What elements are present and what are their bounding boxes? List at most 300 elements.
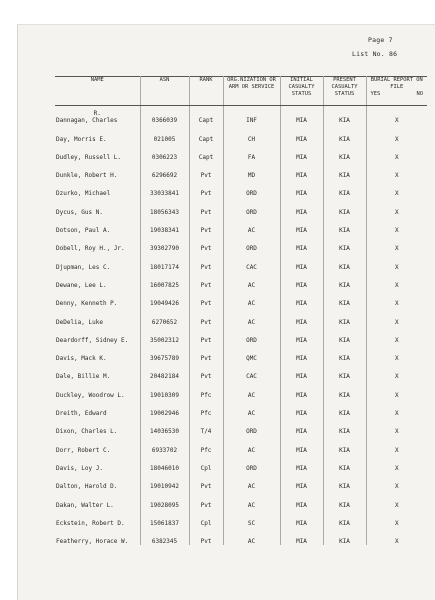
- asn-cell: [140, 307, 189, 325]
- table-row: [55, 399, 427, 417]
- organization-cell-text: AC: [247, 318, 256, 326]
- rank-cell-text: Cpl: [200, 519, 212, 527]
- rank-cell-text: Pfc: [200, 446, 212, 454]
- initial-status-cell: [280, 289, 323, 307]
- initial-status-cell-text: MIA: [296, 410, 307, 418]
- organization-cell-text: QMC: [246, 355, 257, 363]
- organization-cell: [223, 234, 280, 252]
- organization-cell-text: AC: [247, 410, 256, 418]
- name-cell-text: Dobell, Roy H., Jr.: [56, 245, 125, 253]
- table-row: [55, 252, 427, 270]
- present-status-cell: [323, 143, 366, 161]
- present-status-cell: [323, 399, 366, 417]
- asn-cell: [140, 344, 189, 362]
- asn-cell-text: 39302790: [150, 245, 179, 253]
- organization-cell-text: AC: [247, 281, 256, 289]
- initial-status-cell-text: MIA: [296, 446, 307, 454]
- organization-cell: [223, 362, 280, 380]
- present-status-cell: [323, 106, 366, 125]
- asn-cell: [140, 454, 189, 472]
- present-status-cell: [323, 326, 366, 344]
- asn-cell-text: 19010309: [150, 391, 179, 399]
- name-cell: [55, 307, 140, 325]
- asn-cell: [140, 271, 189, 289]
- initial-status-cell-text: MIA: [296, 355, 307, 363]
- rank-cell-text: Cpl: [200, 464, 212, 472]
- burial-no-cell: [366, 197, 427, 215]
- asn-cell-text: 0366039: [151, 117, 178, 125]
- rank-cell-text: Pvt: [200, 263, 212, 271]
- organization-cell: [223, 472, 280, 490]
- name-cell: [55, 435, 140, 453]
- asn-cell-text: 19038341: [150, 227, 179, 235]
- table-row: [55, 509, 427, 527]
- name-cell-text: Duckley, Woodrow L.: [56, 391, 125, 399]
- rank-cell: [189, 344, 223, 362]
- table-row: [55, 435, 427, 453]
- initial-status-cell: [280, 161, 323, 179]
- initial-status-cell-text: MIA: [296, 501, 307, 509]
- asn-cell: [140, 380, 189, 398]
- organization-cell-text: AC: [247, 501, 256, 509]
- burial-no-cell: [366, 490, 427, 508]
- name-cell-text: Dzurko, Michael: [56, 190, 111, 198]
- table-row: [55, 344, 427, 362]
- present-status-cell: [323, 472, 366, 490]
- header-burial-report: [366, 77, 427, 106]
- asn-cell-text: 33033841: [150, 190, 179, 198]
- rank-cell-text: Pvt: [200, 336, 212, 344]
- organization-cell-text: AC: [247, 483, 256, 491]
- initial-status-cell-text: MIA: [296, 208, 307, 216]
- organization-cell: [223, 454, 280, 472]
- organization-cell-text: AC: [247, 300, 256, 308]
- present-status-cell: [323, 344, 366, 362]
- header-present-status: PRESENT CASUALTY STATUS: [323, 77, 366, 106]
- initial-status-cell-text: MIA: [296, 135, 307, 143]
- asn-cell-text: 15061837: [150, 519, 179, 527]
- rank-cell: [189, 124, 223, 142]
- present-status-cell-text: KIA: [339, 227, 350, 235]
- organization-cell: [223, 271, 280, 289]
- burial-no-cell-text: X: [394, 190, 399, 198]
- initial-status-cell-text: MIA: [296, 318, 307, 326]
- organization-cell-text: AC: [247, 391, 256, 399]
- initial-status-cell-text: MIA: [296, 245, 307, 253]
- rank-cell: [189, 106, 223, 125]
- burial-no-cell: [366, 326, 427, 344]
- name-cell-text: Dewane, Lee L.: [56, 281, 107, 289]
- present-status-cell: [323, 380, 366, 398]
- name-cell-text: Dreith, Edward: [56, 410, 107, 418]
- initial-status-cell-text: MIA: [296, 538, 307, 546]
- initial-status-cell: [280, 344, 323, 362]
- present-status-cell-text: KIA: [339, 410, 350, 418]
- organization-cell-text: AC: [247, 446, 256, 454]
- name-cell: [55, 143, 140, 161]
- present-status-cell-text: KIA: [339, 483, 350, 491]
- rank-cell: [189, 216, 223, 234]
- initial-status-cell-text: MIA: [296, 190, 307, 198]
- burial-no-cell-text: X: [394, 318, 399, 326]
- name-cell-text: DeDelia, Luke: [56, 318, 103, 326]
- asn-cell: [140, 362, 189, 380]
- name-cell-text: Eckstein, Robert D.: [56, 519, 125, 527]
- initial-status-cell-text: MIA: [296, 153, 307, 161]
- burial-no-cell-text: X: [394, 446, 399, 454]
- rank-cell: [189, 527, 223, 545]
- burial-no-cell-text: X: [394, 153, 399, 161]
- present-status-cell-text: KIA: [339, 190, 350, 198]
- table-row: [55, 307, 427, 325]
- asn-cell: [140, 472, 189, 490]
- rank-cell-text: Pvt: [200, 355, 212, 363]
- present-status-cell: [323, 252, 366, 270]
- present-status-cell-text: KIA: [339, 208, 350, 216]
- rank-cell-text: Pfc: [200, 391, 212, 399]
- name-cell-text: Dalton, Harold D.: [56, 483, 118, 491]
- organization-cell-text: ORD: [246, 245, 257, 253]
- burial-no-cell-text: X: [394, 428, 399, 436]
- present-status-cell: [323, 179, 366, 197]
- present-status-cell: [323, 271, 366, 289]
- initial-status-cell: [280, 271, 323, 289]
- asn-cell: [140, 435, 189, 453]
- burial-no-cell-text: X: [394, 300, 399, 308]
- present-status-cell: [323, 527, 366, 545]
- table-row: [55, 216, 427, 234]
- rank-cell-text: Pvt: [200, 501, 212, 509]
- name-cell: [55, 179, 140, 197]
- name-cell-text: Dunkle, Robert H.: [56, 172, 118, 180]
- burial-no-cell-text: X: [394, 172, 399, 180]
- header-yes: YES: [370, 91, 381, 97]
- rank-cell: [189, 271, 223, 289]
- present-status-cell-text: KIA: [339, 501, 350, 509]
- rank-cell-text: Pvt: [200, 483, 212, 491]
- rank-cell: [189, 234, 223, 252]
- name-cell-text: Djupman, Les C.: [56, 263, 111, 271]
- organization-cell: [223, 417, 280, 435]
- asn-cell: [140, 417, 189, 435]
- burial-no-cell-text: X: [394, 519, 399, 527]
- burial-no-cell-text: X: [394, 117, 399, 125]
- burial-no-cell: [366, 454, 427, 472]
- name-cell: [55, 344, 140, 362]
- burial-no-cell: [366, 435, 427, 453]
- initial-status-cell: [280, 380, 323, 398]
- organization-cell: [223, 143, 280, 161]
- table-row: [55, 143, 427, 161]
- rank-cell: [189, 252, 223, 270]
- table-row: [55, 106, 427, 125]
- asn-cell-text: 6270652: [151, 318, 178, 326]
- asn-cell-text: 20482184: [150, 373, 179, 381]
- initial-status-cell-text: MIA: [296, 300, 307, 308]
- initial-status-cell: [280, 509, 323, 527]
- rank-cell-text: Pvt: [200, 227, 212, 235]
- name-cell-text: Featherry, Horace W.: [56, 538, 129, 546]
- present-status-cell-text: KIA: [339, 519, 350, 527]
- present-status-cell: [323, 307, 366, 325]
- organization-cell: [223, 289, 280, 307]
- initial-status-cell: [280, 307, 323, 325]
- initial-status-cell-text: MIA: [296, 373, 307, 381]
- name-cell: [55, 216, 140, 234]
- initial-status-cell: [280, 179, 323, 197]
- name-cell: [55, 197, 140, 215]
- name-cell: [55, 472, 140, 490]
- organization-cell-text: AC: [247, 538, 256, 546]
- initial-status-cell-text: MIA: [296, 428, 307, 436]
- asn-cell-text: 6933702: [151, 446, 178, 454]
- asn-cell: [140, 509, 189, 527]
- burial-no-cell: [366, 362, 427, 380]
- table-row: [55, 289, 427, 307]
- burial-no-cell: [366, 509, 427, 527]
- name-cell: [55, 289, 140, 307]
- name-cell-text: Dakan, Walter L.: [56, 501, 114, 509]
- name-cell-text: Dudley, Russell L.: [56, 153, 122, 161]
- organization-cell-text: ORD: [246, 464, 257, 472]
- organization-cell: [223, 252, 280, 270]
- asn-cell: [140, 399, 189, 417]
- header-burial-title: BURIAL REPORT ON FILE: [370, 77, 423, 90]
- asn-cell-text: 19028095: [150, 501, 179, 509]
- rank-cell-text: Capt: [198, 117, 214, 125]
- burial-no-cell-text: X: [394, 483, 399, 491]
- name-cell: [55, 509, 140, 527]
- name-cell-text: Denny, Kenneth P.: [56, 300, 118, 308]
- burial-no-cell: [366, 380, 427, 398]
- burial-no-cell-text: X: [394, 208, 399, 216]
- rank-cell: [189, 399, 223, 417]
- organization-cell-text: MD: [247, 172, 256, 180]
- casualty-roster-table: [55, 76, 427, 545]
- header-name: NAME: [55, 77, 140, 106]
- organization-cell: [223, 435, 280, 453]
- organization-cell: [223, 490, 280, 508]
- present-status-cell: [323, 216, 366, 234]
- organization-cell-text: CAC: [246, 373, 257, 381]
- name-cell-text: Dorr, Robert C.: [56, 446, 111, 454]
- list-number: List No. 86: [352, 50, 398, 58]
- organization-cell-text: ORD: [246, 190, 257, 198]
- asn-cell-text: 18046010: [150, 464, 179, 472]
- name-cell: [55, 271, 140, 289]
- asn-cell-text: 19002946: [150, 410, 179, 418]
- present-status-cell: [323, 124, 366, 142]
- rank-cell: [189, 454, 223, 472]
- initial-status-cell-text: MIA: [296, 519, 307, 527]
- present-status-cell-text: KIA: [339, 245, 350, 253]
- rank-cell-text: Capt: [198, 153, 214, 161]
- burial-no-cell-text: X: [394, 391, 399, 399]
- burial-no-cell: [366, 106, 427, 125]
- name-cell: [55, 399, 140, 417]
- rank-cell-text: Pvt: [200, 172, 212, 180]
- name-cell: [55, 417, 140, 435]
- table-row: [55, 362, 427, 380]
- burial-no-cell: [366, 179, 427, 197]
- name-cell-text: Dotson, Paul A.: [56, 227, 111, 235]
- burial-no-cell-text: X: [394, 263, 399, 271]
- initial-status-cell: [280, 472, 323, 490]
- present-status-cell: [323, 234, 366, 252]
- initial-status-cell-text: MIA: [296, 172, 307, 180]
- organization-cell: [223, 527, 280, 545]
- table-row: [55, 417, 427, 435]
- organization-cell: [223, 216, 280, 234]
- rank-cell: [189, 417, 223, 435]
- present-status-cell: [323, 417, 366, 435]
- table-row: [55, 527, 427, 545]
- present-status-cell-text: KIA: [339, 117, 350, 125]
- asn-cell: [140, 143, 189, 161]
- present-status-cell: [323, 490, 366, 508]
- asn-cell: [140, 490, 189, 508]
- present-status-cell-text: KIA: [339, 428, 350, 436]
- header-rank: RANK: [189, 77, 223, 106]
- organization-cell: [223, 326, 280, 344]
- asn-cell-text: 0306223: [151, 153, 178, 161]
- asn-cell: [140, 161, 189, 179]
- rank-cell-text: Pvt: [200, 190, 212, 198]
- rank-cell: [189, 307, 223, 325]
- header-initial-status: INITIAL CASUALTY STATUS: [280, 77, 323, 106]
- asn-cell: [140, 527, 189, 545]
- asn-cell-text: 19010942: [150, 483, 179, 491]
- organization-cell: [223, 106, 280, 125]
- initial-status-cell-text: MIA: [296, 483, 307, 491]
- organization-cell: [223, 161, 280, 179]
- name-initial-note: R.: [93, 110, 101, 118]
- name-cell: [55, 252, 140, 270]
- organization-cell-text: ORD: [246, 208, 257, 216]
- burial-no-cell-text: X: [394, 227, 399, 235]
- present-status-cell-text: KIA: [339, 135, 350, 143]
- asn-cell: [140, 326, 189, 344]
- asn-cell-text: 6382345: [151, 538, 178, 546]
- initial-status-cell: [280, 399, 323, 417]
- name-cell: [55, 380, 140, 398]
- rank-cell-text: Pvt: [200, 245, 212, 253]
- present-status-cell: [323, 362, 366, 380]
- burial-no-cell-text: X: [394, 245, 399, 253]
- organization-cell: [223, 509, 280, 527]
- name-cell: [55, 527, 140, 545]
- name-cell: [55, 490, 140, 508]
- rank-cell-text: Pvt: [200, 300, 212, 308]
- asn-cell-text: 39675789: [150, 355, 179, 363]
- organization-cell-text: INF: [246, 117, 257, 125]
- organization-cell-text: SC: [247, 519, 256, 527]
- organization-cell: [223, 179, 280, 197]
- present-status-cell-text: KIA: [339, 263, 350, 271]
- asn-cell-text: 18017174: [150, 263, 179, 271]
- organization-cell-text: FA: [247, 153, 256, 161]
- asn-cell: [140, 234, 189, 252]
- asn-cell: [140, 124, 189, 142]
- rank-cell-text: Pvt: [200, 208, 212, 216]
- present-status-cell-text: KIA: [339, 373, 350, 381]
- present-status-cell: [323, 454, 366, 472]
- rank-cell: [189, 326, 223, 344]
- organization-cell: [223, 124, 280, 142]
- initial-status-cell: [280, 234, 323, 252]
- initial-status-cell: [280, 417, 323, 435]
- rank-cell-text: Pvt: [200, 373, 212, 381]
- header-row: [55, 77, 427, 106]
- initial-status-cell-text: MIA: [296, 464, 307, 472]
- name-cell-text: Dannagan, Charles: [56, 116, 118, 124]
- rank-cell: [189, 435, 223, 453]
- table-row: [55, 472, 427, 490]
- name-cell: [55, 234, 140, 252]
- asn-cell: [140, 106, 189, 125]
- present-status-cell-text: KIA: [339, 355, 350, 363]
- name-cell-text: Dixon, Charles L.: [56, 428, 118, 436]
- table-row: [55, 161, 427, 179]
- organization-cell-text: CAC: [246, 263, 257, 271]
- burial-no-cell: [366, 472, 427, 490]
- initial-status-cell-text: MIA: [296, 263, 307, 271]
- rank-cell: [189, 362, 223, 380]
- name-cell-text: Davis, Mack K.: [56, 355, 107, 363]
- initial-status-cell: [280, 435, 323, 453]
- name-cell: [55, 326, 140, 344]
- burial-no-cell-text: X: [394, 135, 399, 143]
- asn-cell-text: 16007825: [150, 281, 179, 289]
- burial-no-cell-text: X: [394, 373, 399, 381]
- asn-cell: [140, 197, 189, 215]
- burial-no-cell: [366, 344, 427, 362]
- burial-no-cell-text: X: [394, 501, 399, 509]
- name-cell-text: Davis, Loy J.: [56, 464, 103, 472]
- name-cell-text: Day, Morris E.: [56, 135, 107, 143]
- initial-status-cell: [280, 197, 323, 215]
- rank-cell-text: Pvt: [200, 538, 212, 546]
- organization-cell: [223, 344, 280, 362]
- table-row: [55, 454, 427, 472]
- organization-cell-text: AC: [247, 227, 256, 235]
- burial-no-cell: [366, 234, 427, 252]
- burial-no-cell: [366, 143, 427, 161]
- table-row: [55, 326, 427, 344]
- asn-cell-text: 19049426: [150, 300, 179, 308]
- name-cell-text: Deardorff, Sidney E.: [56, 336, 129, 344]
- name-cell-text: Dycus, Gus N.: [56, 208, 103, 216]
- page-number: Page 7: [368, 36, 393, 44]
- present-status-cell-text: KIA: [339, 538, 350, 546]
- initial-status-cell-text: MIA: [296, 117, 307, 125]
- initial-status-cell-text: MIA: [296, 336, 307, 344]
- asn-cell: [140, 252, 189, 270]
- organization-cell: [223, 307, 280, 325]
- initial-status-cell-text: MIA: [296, 227, 307, 235]
- initial-status-cell-text: MIA: [296, 391, 307, 399]
- table-row: [55, 490, 427, 508]
- initial-status-cell: [280, 490, 323, 508]
- burial-no-cell: [366, 216, 427, 234]
- asn-cell: [140, 289, 189, 307]
- present-status-cell: [323, 509, 366, 527]
- organization-cell: [223, 399, 280, 417]
- burial-no-cell: [366, 252, 427, 270]
- organization-cell-text: ORD: [246, 428, 257, 436]
- burial-no-cell: [366, 307, 427, 325]
- burial-no-cell-text: X: [394, 410, 399, 418]
